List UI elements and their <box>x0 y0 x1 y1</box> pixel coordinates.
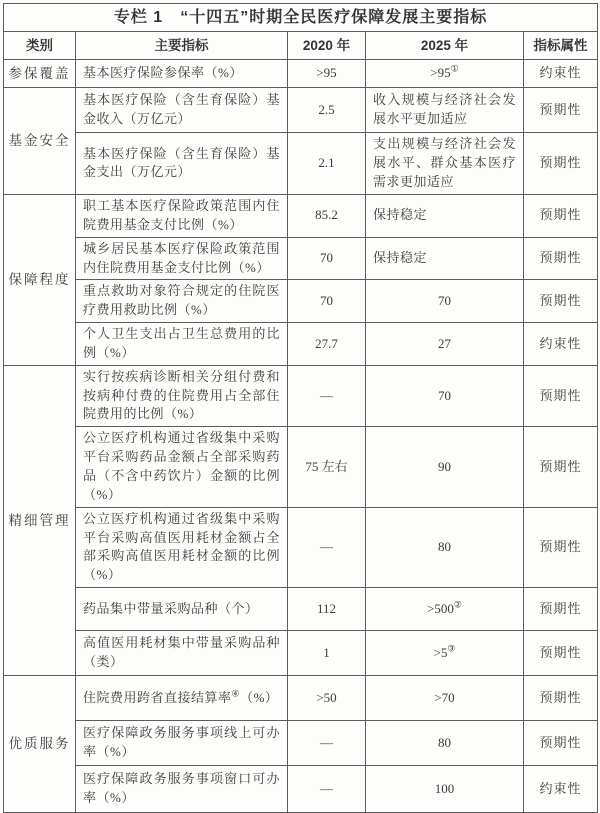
attribute-cell: 预期性 <box>524 631 598 676</box>
category-cell-fine-management: 精细管理 <box>4 365 76 675</box>
attribute-cell: 约束性 <box>524 60 598 88</box>
value-2025-cell: 70 <box>366 365 524 427</box>
attribute-cell: 预期性 <box>524 194 598 237</box>
footnote-mark-3: ③ <box>447 643 456 654</box>
document-page <box>3 3 597 813</box>
attribute-cell: 预期性 <box>524 280 598 323</box>
value-2020-cell: >50 <box>288 676 366 721</box>
value-2025-cell: 保持稳定 <box>366 194 524 237</box>
table-row <box>4 588 598 631</box>
value-2025-text: >500 <box>427 600 454 616</box>
attribute-cell: 预期性 <box>524 721 598 766</box>
indicator-cell: 高值医用耗材集中带量采购品种（类） <box>76 631 288 676</box>
indicator-text: 住院费用跨省直接结算率 <box>83 689 232 705</box>
category-cell-fund-safety: 基金安全 <box>4 88 76 195</box>
value-2020-cell: — <box>288 721 366 766</box>
table-row <box>4 631 598 676</box>
attribute-cell: 预期性 <box>524 237 598 280</box>
table-row <box>4 323 598 366</box>
table-row <box>4 721 598 766</box>
table-row <box>4 427 598 507</box>
table-row <box>4 676 598 721</box>
attribute-cell: 约束性 <box>524 323 598 366</box>
indicator-cell <box>76 676 288 721</box>
table-row <box>4 237 598 280</box>
header-attribute: 指标属性 <box>524 32 598 60</box>
header-category: 类别 <box>4 32 76 60</box>
category-cell-protection-level: 保障程度 <box>4 194 76 365</box>
value-2020-cell: >95 <box>288 60 366 88</box>
header-indicator: 主要指标 <box>76 32 288 60</box>
indicator-cell: 公立医疗机构通过省级集中采购平台采购药品金额占全部采购药品（不含中药饮片）金额的比例（%） <box>76 427 288 507</box>
indicator-text-rest: （%） <box>240 689 279 705</box>
value-2025-cell: 保持稳定 <box>366 237 524 280</box>
attribute-cell: 预期性 <box>524 507 598 587</box>
value-2025-cell: 80 <box>366 721 524 766</box>
attribute-cell: 预期性 <box>524 676 598 721</box>
table-row <box>4 365 598 427</box>
table-row <box>4 507 598 587</box>
attribute-cell: 约束性 <box>524 766 598 813</box>
attribute-cell: 预期性 <box>524 365 598 427</box>
category-cell-coverage: 参保覆盖 <box>4 60 76 88</box>
category-cell-quality-service: 优质服务 <box>4 676 76 813</box>
indicators-table <box>3 3 598 813</box>
value-2020-cell: — <box>288 365 366 427</box>
value-2025-cell: 90 <box>366 427 524 507</box>
indicator-cell: 基本医疗保险（含生育保险）基金收入（万亿元） <box>76 88 288 133</box>
value-2020-cell: 2.5 <box>288 88 366 133</box>
value-2020-cell: 75 左右 <box>288 427 366 507</box>
value-2025-cell: 支出规模与经济社会发展水平、群众基本医疗需求更加适应 <box>366 133 524 195</box>
indicator-cell: 基本医疗保险参保率（%） <box>76 60 288 88</box>
value-2025-cell: 80 <box>366 507 524 587</box>
attribute-cell: 预期性 <box>524 427 598 507</box>
attribute-cell: 预期性 <box>524 133 598 195</box>
header-year-2020: 2020 年 <box>288 32 366 60</box>
attribute-cell: 预期性 <box>524 588 598 631</box>
footnote-mark-4: ④ <box>231 688 241 699</box>
value-2025-text: >5 <box>433 644 448 660</box>
indicator-cell: 药品集中带量采购品种（个） <box>76 588 288 631</box>
value-2020-cell: — <box>288 766 366 813</box>
indicator-cell: 医疗保障政务服务事项窗口可办率（%） <box>76 766 288 813</box>
indicator-cell: 职工基本医疗保险政策范围内住院费用基金支付比例（%） <box>76 194 288 237</box>
table-row <box>4 88 598 133</box>
indicator-cell: 实行按疾病诊断相关分组付费和按病种付费的住院费用占全部住院费用的比例（%） <box>76 365 288 427</box>
header-year-2025: 2025 年 <box>366 32 524 60</box>
indicator-cell: 重点救助对象符合规定的住院医疗费用救助比例（%） <box>76 280 288 323</box>
value-2025-cell <box>366 588 524 631</box>
value-2020-cell: 27.7 <box>288 323 366 366</box>
value-2025-text: >95 <box>430 65 451 81</box>
indicator-cell: 个人卫生支出占卫生总费用的比例（%） <box>76 323 288 366</box>
table-title: 专栏 1 “十四五”时期全民医疗保障发展主要指标 <box>4 4 598 32</box>
value-2025-cell: 收入规模与经济社会发展水平更加适应 <box>366 88 524 133</box>
value-2025-cell <box>366 60 524 88</box>
value-2020-cell: 70 <box>288 280 366 323</box>
table-row <box>4 60 598 88</box>
value-2020-cell: — <box>288 507 366 587</box>
table-row <box>4 766 598 813</box>
footnote-mark-2: ② <box>453 599 462 610</box>
indicator-cell: 城乡居民基本医疗保险政策范围内住院费用基金支付比例（%） <box>76 237 288 280</box>
table-row <box>4 133 598 195</box>
indicator-cell: 医疗保障政务服务事项线上可办率（%） <box>76 721 288 766</box>
value-2025-cell: 27 <box>366 323 524 366</box>
table-row <box>4 194 598 237</box>
table-row <box>4 280 598 323</box>
value-2020-cell: 85.2 <box>288 194 366 237</box>
value-2025-cell: 70 <box>366 280 524 323</box>
value-2020-cell: 112 <box>288 588 366 631</box>
value-2020-cell: 2.1 <box>288 133 366 195</box>
indicator-cell: 公立医疗机构通过省级集中采购平台采购高值医用耗材金额占全部采购高值医用耗材金额的比例（%） <box>76 507 288 587</box>
value-2025-cell <box>366 631 524 676</box>
attribute-cell: 预期性 <box>524 88 598 133</box>
value-2025-cell: 100 <box>366 766 524 813</box>
value-2020-cell: 1 <box>288 631 366 676</box>
value-2020-cell: 70 <box>288 237 366 280</box>
footnote-mark-1: ① <box>450 63 459 74</box>
value-2025-cell: >70 <box>366 676 524 721</box>
indicator-cell: 基本医疗保险（含生育保险）基金支出（万亿元） <box>76 133 288 195</box>
